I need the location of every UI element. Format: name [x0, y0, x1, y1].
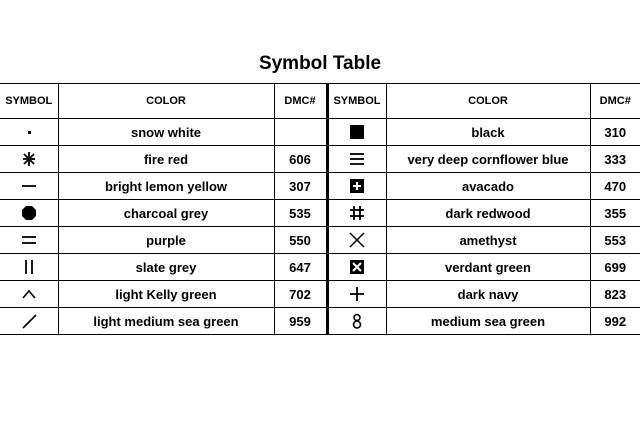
symbol-table [0, 83, 640, 335]
header-symbol: SYMBOL [327, 84, 386, 119]
table-row [0, 308, 640, 335]
header-color: COLOR [58, 84, 274, 119]
dmc-number: 702 [274, 281, 327, 308]
dmc-number: 550 [274, 227, 327, 254]
color-name: snow white [58, 119, 274, 146]
color-name: amethyst [386, 227, 590, 254]
dmc-number: 310 [590, 119, 640, 146]
small-dot-icon [21, 124, 37, 140]
figure-eight-icon [349, 313, 365, 329]
boxed-plus-icon [349, 178, 365, 194]
dmc-number: 699 [590, 254, 640, 281]
color-name: light Kelly green [58, 281, 274, 308]
boxed-x-icon [349, 259, 365, 275]
color-name: dark redwood [386, 200, 590, 227]
header-dmc: DMC# [590, 84, 640, 119]
color-name: charcoal grey [58, 200, 274, 227]
color-name: black [386, 119, 590, 146]
dmc-number: 333 [590, 146, 640, 173]
header-dmc: DMC# [274, 84, 327, 119]
color-name: dark navy [386, 281, 590, 308]
plus-icon [349, 286, 365, 302]
double-horizontal-line-icon [21, 232, 37, 248]
table-row [0, 119, 640, 146]
dmc-number: 959 [274, 308, 327, 335]
color-name: avacado [386, 173, 590, 200]
color-name: medium sea green [386, 308, 590, 335]
filled-square-icon [349, 124, 365, 140]
table-row [0, 173, 640, 200]
table-row [0, 146, 640, 173]
filled-octagon-icon [21, 205, 37, 221]
table-row [0, 281, 640, 308]
table-row [0, 227, 640, 254]
color-name: verdant green [386, 254, 590, 281]
table-header-row [0, 84, 640, 119]
dmc-number: 553 [590, 227, 640, 254]
forward-slash-icon [21, 313, 37, 329]
dmc-number: 647 [274, 254, 327, 281]
color-name: light medium sea green [58, 308, 274, 335]
table-row [0, 200, 640, 227]
double-vertical-line-icon [21, 259, 37, 275]
dmc-number: 535 [274, 200, 327, 227]
dmc-number [274, 119, 327, 146]
color-name: bright lemon yellow [58, 173, 274, 200]
dmc-number: 307 [274, 173, 327, 200]
dmc-number: 992 [590, 308, 640, 335]
x-cross-icon [349, 232, 365, 248]
dmc-number: 606 [274, 146, 327, 173]
header-color: COLOR [386, 84, 590, 119]
color-name: purple [58, 227, 274, 254]
dmc-number: 355 [590, 200, 640, 227]
dmc-number: 823 [590, 281, 640, 308]
color-name: very deep cornflower blue [386, 146, 590, 173]
triple-horizontal-line-icon [349, 151, 365, 167]
color-name: fire red [58, 146, 274, 173]
header-symbol: SYMBOL [0, 84, 58, 119]
table-row [0, 254, 640, 281]
dmc-number: 470 [590, 173, 640, 200]
hash-icon [349, 205, 365, 221]
color-name: slate grey [58, 254, 274, 281]
horizontal-dash-icon [21, 178, 37, 194]
page-title: Symbol Table [258, 53, 382, 74]
caret-up-icon [21, 286, 37, 302]
asterisk-icon [21, 151, 37, 167]
